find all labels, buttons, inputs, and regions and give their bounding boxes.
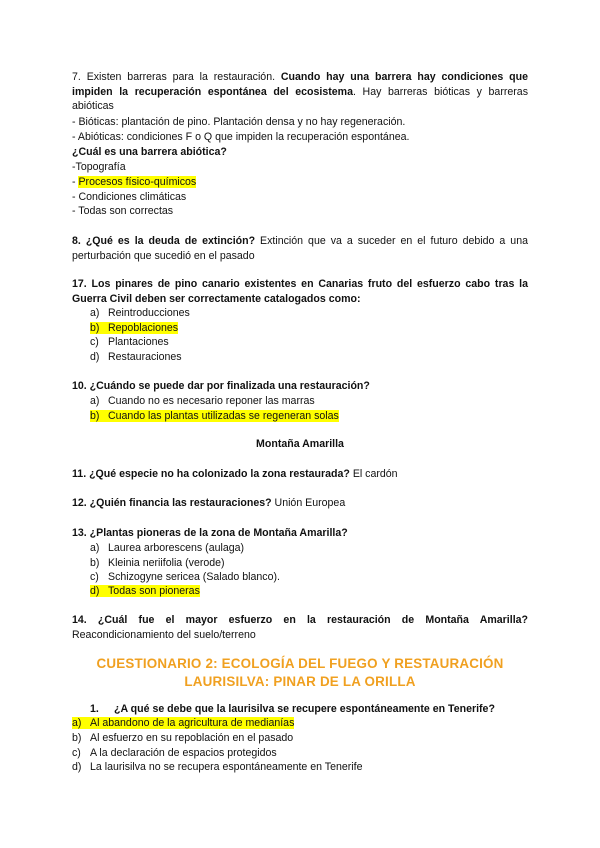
q13-option-a-text: Laurea arborescens (aulaga): [108, 542, 245, 554]
q7-option-2-highlight: Procesos físico-químicos: [78, 176, 197, 188]
c2q1-option-c: [72, 746, 528, 761]
q7-bullet-abiotic: - Abióticas: condiciones F o Q que impiden la recuperación espontánea.: [72, 131, 410, 143]
q17-option-c-letter: c): [90, 336, 99, 348]
c2q1-option-d-letter: d): [72, 761, 82, 773]
q8-answer: Extinción que va a suceder en el futuro debido a una perturbación que sucedió en el pasado: [72, 235, 528, 262]
q7-question-text: ¿Cuál es una barrera abiótica?: [72, 146, 227, 158]
q12-question: 12. ¿Quién financia las restauraciones?: [72, 497, 272, 509]
c2q1-option-a-text: Al abandono de la agricultura de medianías: [90, 717, 295, 729]
q13-option-a: [72, 541, 546, 556]
q7-option-4: - Todas son correctas: [72, 205, 174, 217]
section-title: [72, 437, 528, 452]
q17-option-d-letter: d): [90, 351, 100, 363]
q10-option-a-text: Cuando no es necesario reponer las marras: [108, 395, 315, 407]
cuestionario-heading-line-2: LAURISILVA: PINAR DE LA ORILLA: [184, 674, 416, 689]
q7-option-2: [72, 175, 528, 190]
c2q1-option-d-text: La laurisilva no se recupera espontáneamente en Tenerife: [90, 761, 363, 773]
q7-intro: [72, 70, 528, 114]
q7-option-2-prefix: -: [72, 176, 79, 188]
q10-option-b-text: Cuando las plantas utilizadas se regeneran solas: [108, 410, 339, 422]
q13-option-c-text: Schizogyne sericea (Salado blanco).: [108, 571, 280, 583]
q14-answer: Reacondicionamiento del suelo/terreno: [72, 629, 256, 641]
c2q1-option-a-letter: a): [72, 717, 82, 729]
q17-option-c: [72, 335, 546, 350]
c2q1-option-b-letter: b): [72, 732, 82, 744]
q13-question: [72, 526, 528, 541]
q17-option-a-text: Reintroducciones: [108, 307, 190, 319]
q7-question: [72, 145, 528, 160]
q10-option-a-letter: a): [90, 395, 100, 407]
q12-answer: Unión Europea: [271, 497, 346, 509]
c2q1-option-c-letter: c): [72, 747, 81, 759]
q14-question: [72, 613, 528, 628]
q17-option-b: [72, 321, 546, 336]
q13-option-b-letter: b): [90, 557, 100, 569]
c2q1-option-b-text: Al esfuerzo en su repoblación en el pasado: [90, 732, 294, 744]
q12: [72, 496, 528, 511]
q11: [72, 467, 528, 482]
c2q1-question: [72, 702, 546, 717]
q13-option-d: [72, 584, 546, 599]
q14-question-text: 14. ¿Cuál fue el mayor esfuerzo en la restauración de Montaña Amarilla?: [72, 614, 528, 626]
q8-question: 8. ¿Qué es la deuda de extinción?: [72, 235, 256, 247]
q10-option-a: [72, 394, 546, 409]
q7-option-3: - Condiciones climáticas: [72, 191, 187, 203]
q17-question: [72, 277, 528, 306]
q13-option-b: [72, 556, 546, 571]
q17-option-a: [72, 306, 546, 321]
q8: [72, 234, 528, 263]
c2q1-option-b: [72, 731, 528, 746]
q10-option-b-letter: b): [90, 410, 100, 422]
q13-option-c: [72, 570, 546, 585]
section-title-text: Montaña Amarilla: [256, 438, 344, 450]
q13-option-d-letter: d): [90, 585, 100, 597]
c2q1-option-c-text: A la declaración de espacios protegidos: [90, 747, 277, 759]
q17-option-d: [72, 350, 546, 365]
c2q1-option-d: [72, 760, 528, 775]
c2q1-question-text: ¿A qué se debe que la laurisilva se recupere espontáneamente en Tenerife?: [114, 703, 495, 715]
q13-option-d-text: Todas son pioneras: [108, 585, 200, 597]
q7-option-1: -Topografía: [72, 161, 126, 173]
q7-intro-bold: Cuando hay una barrera hay condiciones que impiden la recuperación espontánea del ecosistema: [72, 71, 528, 98]
q7-bullet-biotic: - Bióticas: plantación de pino. Plantación densa y no hay regeneración.: [72, 116, 406, 128]
q10-question-text: 10. ¿Cuándo se puede dar por finalizada una restauración?: [72, 380, 370, 392]
q7-intro-text: 7. Existen barreras para la restauración.: [72, 71, 281, 83]
q17-option-a-letter: a): [90, 307, 100, 319]
q17-option-d-text: Restauraciones: [108, 351, 182, 363]
q10-option-b: [72, 409, 546, 424]
cuestionario-heading-line-1: CUESTIONARIO 2: ECOLOGÍA DEL FUEGO Y RESTAURACIÓN: [96, 656, 504, 671]
q7-intro-tail: . Hay barreras bióticas y barreras abióticas: [72, 85, 528, 113]
c2q1-number: 1.: [90, 703, 99, 715]
q13-option-c-letter: c): [90, 571, 99, 583]
q11-answer: El cardón: [349, 468, 398, 480]
q13-option-b-text: Kleinia neriifolia (verode): [108, 557, 225, 569]
q17-option-c-text: Plantaciones: [108, 336, 169, 348]
q13-option-a-letter: a): [90, 542, 100, 554]
q17-question-text: 17. Los pinares de pino canario existentes en Canarias fruto del esfuerzo cabo tras la Guerra Civil deben ser correctamente catalogados como:: [72, 278, 528, 305]
q11-question: 11. ¿Qué especie no ha colonizado la zona restaurada?: [72, 468, 350, 480]
q10-question: [72, 379, 528, 394]
q17-option-b-text: Repoblaciones: [108, 322, 179, 334]
q17-option-b-letter: b): [90, 322, 100, 334]
c2q1-option-a: [72, 716, 528, 731]
q13-question-text: 13. ¿Plantas pioneras de la zona de Montaña Amarilla?: [72, 527, 348, 539]
